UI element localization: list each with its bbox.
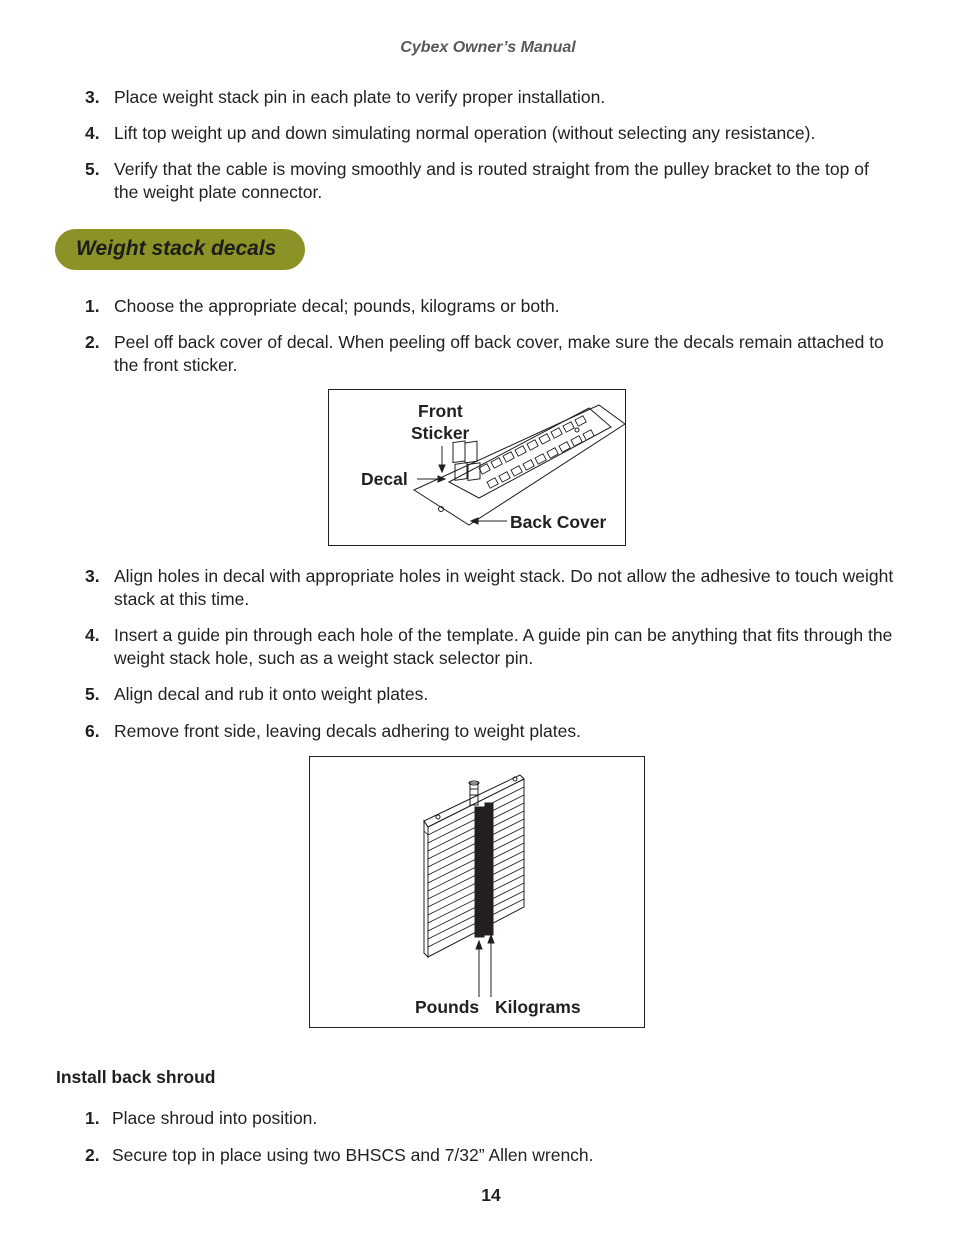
list-item [85, 331, 895, 377]
step-number: 4. [85, 123, 100, 143]
step-text: Remove front side, leaving decals adhering to weight plates. [114, 721, 581, 741]
step-number: 1. [85, 296, 100, 316]
step-text: Lift top weight up and down simulating normal operation (without selecting any resistance). [114, 123, 816, 143]
step-text: Align holes in decal with appropriate holes in weight stack. Do not allow the adhesive to touch weight stack at this time. [114, 566, 894, 609]
list-item [85, 158, 895, 204]
sticker-label-line2: Sticker [411, 423, 470, 443]
step-text: Insert a guide pin through each hole of the template. A guide pin can be anything that fits through the weight stack hole, such as a weight stack selector pin. [114, 625, 893, 668]
list-item [85, 1144, 895, 1167]
list-item [85, 86, 895, 109]
step-text: Choose the appropriate decal; pounds, kilograms or both. [114, 296, 560, 316]
section-heading [55, 229, 305, 270]
section-title: Weight stack decals [76, 237, 277, 260]
list-item [85, 1107, 895, 1130]
weight-stack-figure [309, 756, 645, 1028]
list-item [85, 683, 895, 706]
step-text: Place weight stack pin in each plate to verify proper installation. [114, 87, 606, 107]
step-text: Verify that the cable is moving smoothly and is routed straight from the pulley bracket to the top of the weight plate connector. [114, 159, 869, 202]
front-label-line1: Front [418, 401, 463, 421]
step-text: Place shroud into position. [112, 1108, 318, 1128]
subsection-title: Install back shroud [56, 1067, 216, 1087]
running-header: Cybex Owner’s Manual [400, 39, 576, 56]
weight-stack-illustration [310, 757, 644, 1027]
step-number: 5. [85, 159, 100, 179]
list-item [85, 624, 895, 670]
decal-figure [328, 389, 626, 546]
decal-label: Decal [361, 469, 408, 489]
step-number: 1. [85, 1108, 100, 1128]
step-number: 5. [85, 684, 100, 704]
list-item [85, 295, 895, 318]
list-item [85, 565, 895, 611]
list-item [85, 720, 895, 743]
step-number: 4. [85, 625, 100, 645]
page-number: 14 [481, 1185, 501, 1205]
kilograms-label: Kilograms [495, 997, 581, 1017]
step-number: 3. [85, 566, 100, 586]
back-cover-label: Back Cover [510, 512, 607, 532]
list-item [85, 122, 895, 145]
step-number: 2. [85, 332, 100, 352]
step-text: Align decal and rub it onto weight plates. [114, 684, 429, 704]
step-number: 3. [85, 87, 100, 107]
step-text: Secure top in place using two BHSCS and 7/32” Allen wrench. [112, 1145, 594, 1165]
step-number: 6. [85, 721, 100, 741]
step-number: 2. [85, 1145, 100, 1165]
pounds-label: Pounds [415, 997, 480, 1017]
step-text: Peel off back cover of decal. When peeling off back cover, make sure the decals remain attached to the front sticker. [114, 332, 884, 375]
